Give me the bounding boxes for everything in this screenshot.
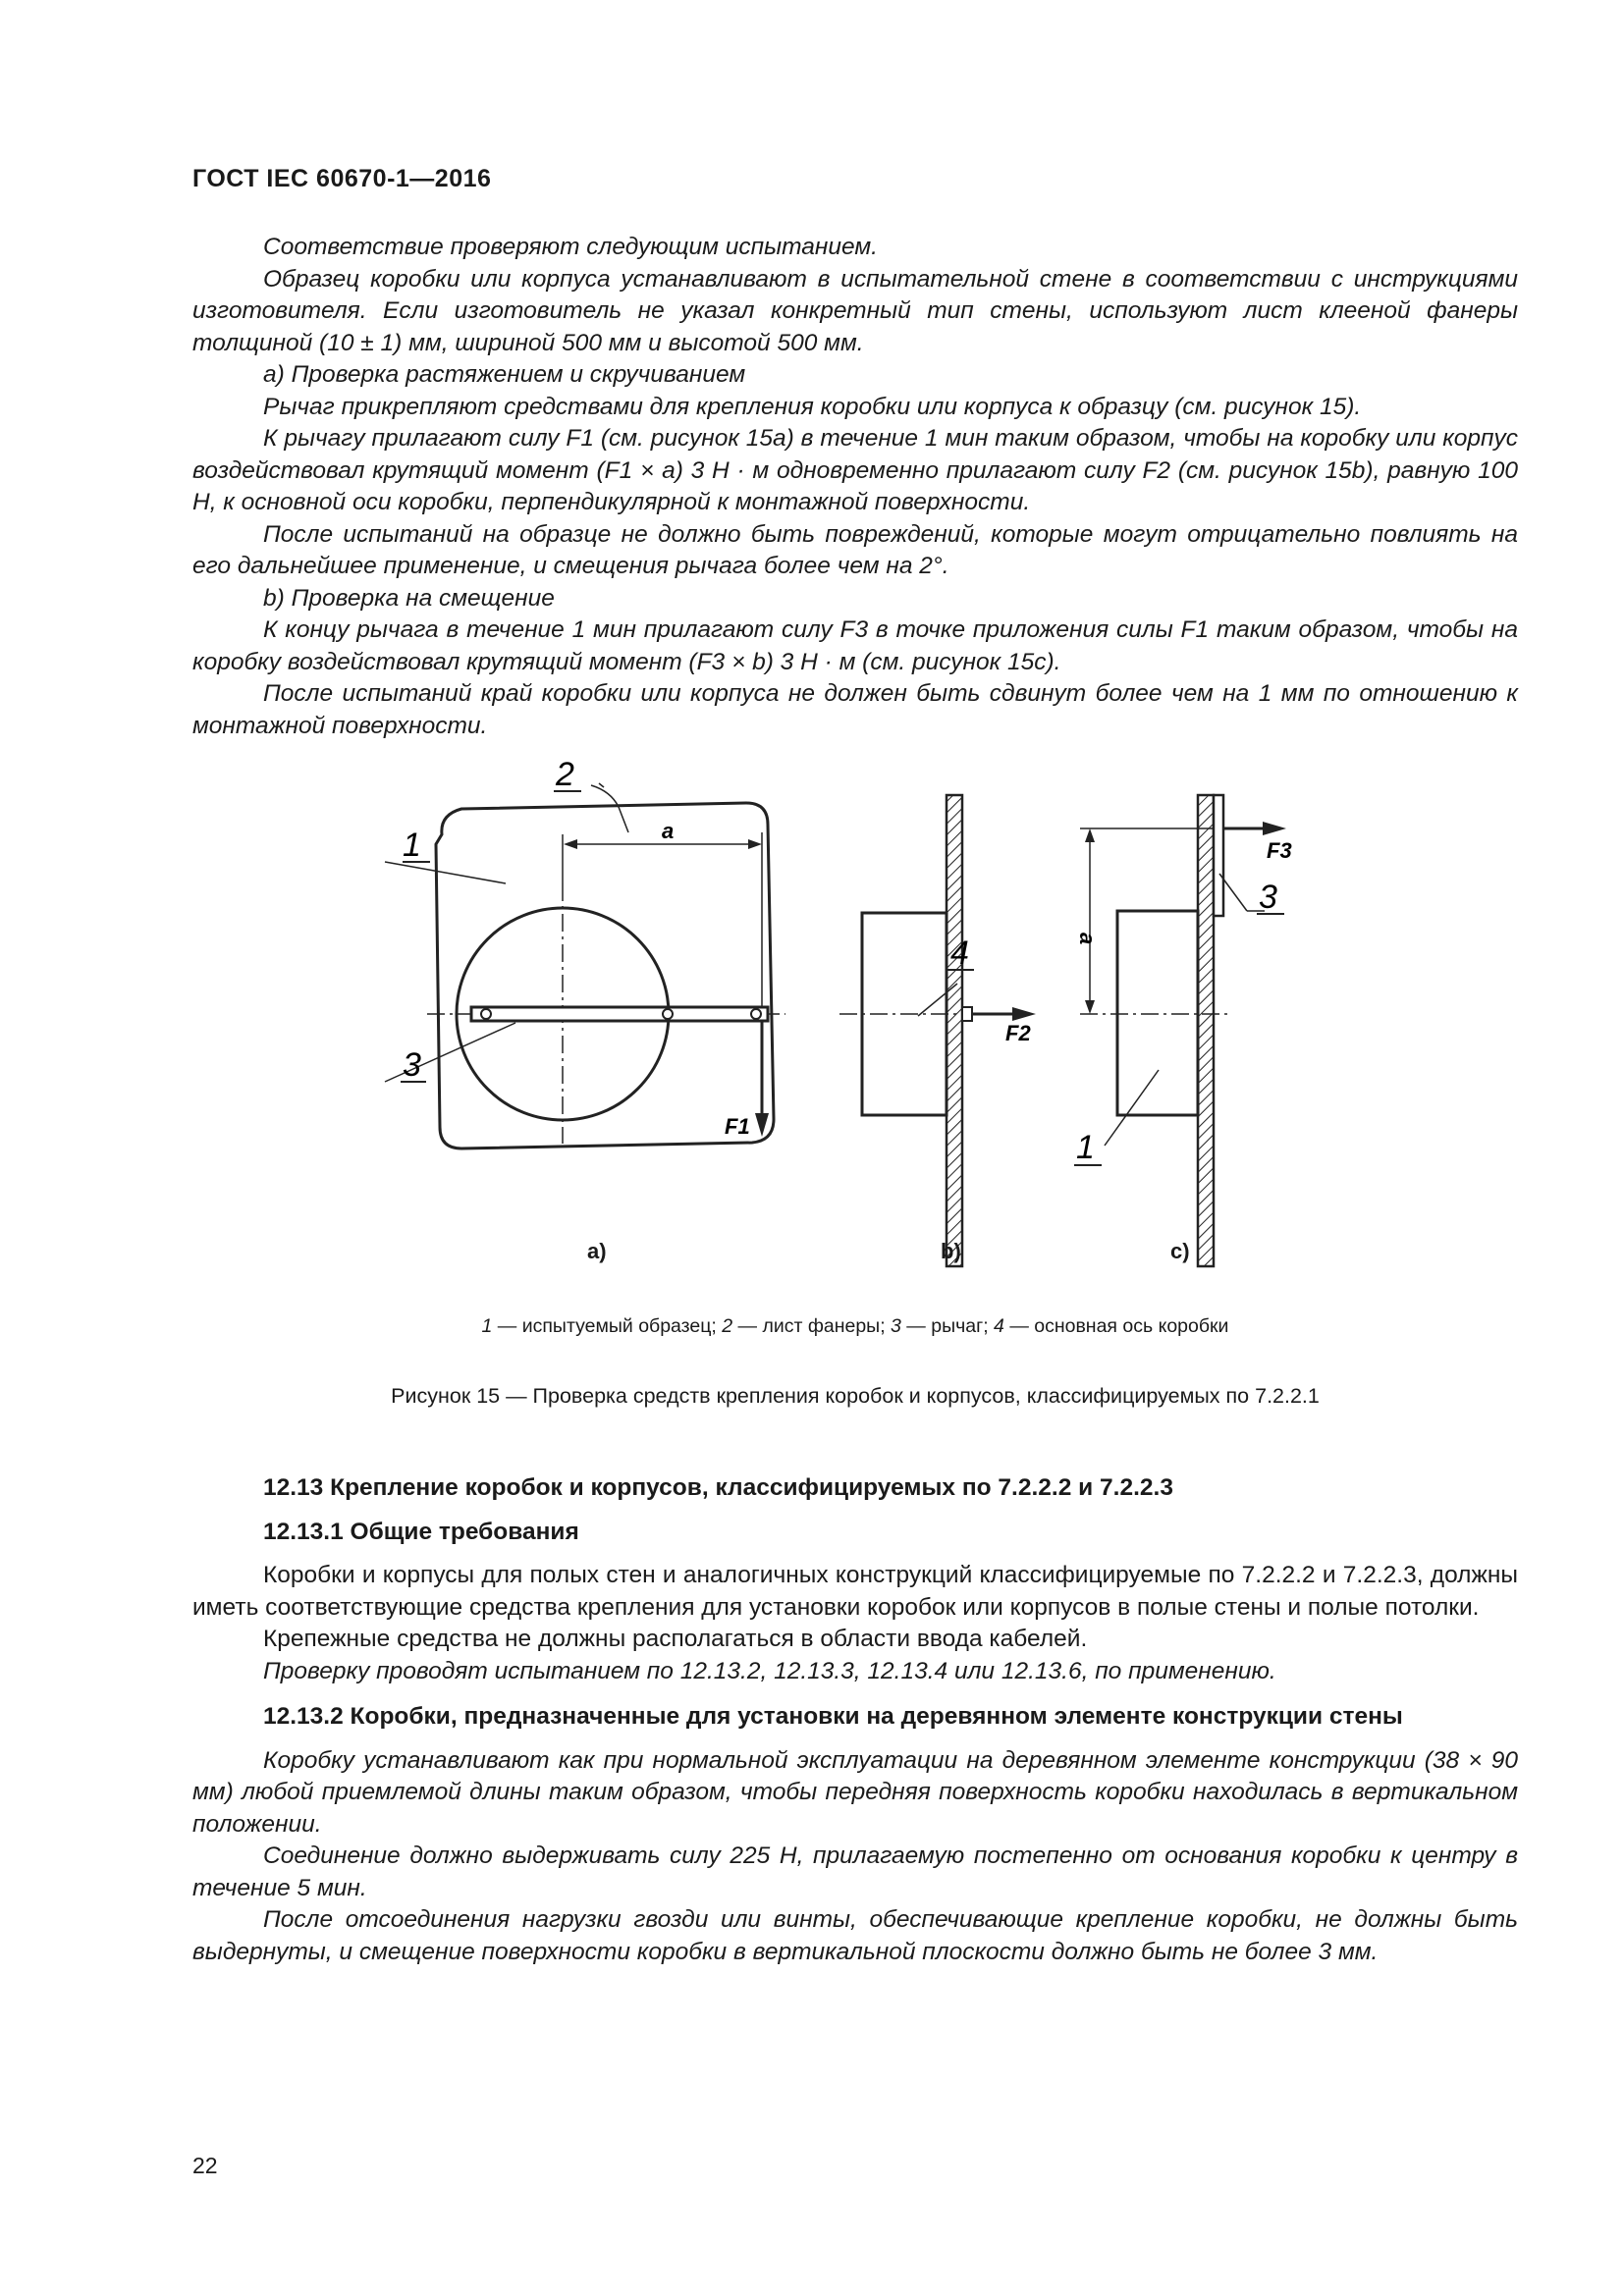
figure-drawing [324, 746, 1306, 1296]
section-heading: 12.13 Крепление коробок и корпусов, классифицируемых по 7.2.2.2 и 7.2.2.3 [263, 1474, 1173, 1501]
figure-caption: Рисунок 15 — Проверка средств крепления коробок и корпусов, классифицируемых по 7.2.2.1 [391, 1384, 1320, 1408]
legend-key: 1 [481, 1315, 493, 1337]
lever-profile [1214, 795, 1223, 916]
label-F2: F2 [1005, 1021, 1031, 1045]
plywood-sheet [436, 803, 774, 1148]
paragraph: К рычагу прилагают силу F1 (см. рисунок 15а) в течение 1 мин таким образом, чтобы на коробку или корпус воздействовал крутящий момент (F1 × a) 3 Н · м одновременно прилагают силу F2 (см. рисунок 15b), равную 100 Н, к основной оси коробки, перпендикулярной к монтажной поверхности. [192, 425, 1518, 515]
paragraph: После испытаний край коробки или корпуса не должен быть сдвинут более чем на 1 мм по отношению к монтажной поверхности. [192, 680, 1518, 739]
view-a [385, 756, 785, 1148]
paragraph: Коробки и корпусы для полых стен и аналогичных конструкций классифицируемые по 7.2.2.2 и 7.2.2.3, должны иметь соответствующие средства крепления для установки коробок или корпусов в полые стены и полые потолки. [192, 1562, 1518, 1621]
paragraph: Соединение должно выдерживать силу 225 Н, прилагаемую постепенно от основания коробки к центру в течение 5 мин. [192, 1842, 1518, 1901]
view-b [839, 795, 1036, 1266]
page-number: 22 [192, 2153, 218, 2178]
label-1: 1 [1076, 1129, 1095, 1166]
intro-text [192, 232, 1518, 742]
document-header: ГОСТ IEC 60670-1—2016 [192, 165, 492, 192]
paragraph: К концу рычага в течение 1 мин прилагают силу F3 в точке приложения силы F1 таким образом, чтобы на коробку воздействовал крутящий момент (F3 × b) 3 Н · м (см. рисунок 15с). [192, 616, 1518, 675]
legend-key: 4 [994, 1315, 1004, 1337]
paragraph: Коробку устанавливают как при нормальной эксплуатации на деревянном элементе конструкции (38 × 90 мм) любой приемлемой длины таким образом, чтобы передняя поверхность коробки находилась в вертикальном положении. [192, 1746, 1518, 1838]
label-3: 3 [403, 1046, 421, 1084]
label-a: a [1075, 933, 1100, 945]
paragraph: а) Проверка растяжением и скручиванием [263, 361, 746, 388]
box-profile [1117, 911, 1198, 1115]
paragraph: После отсоединения нагрузки гвозди или винты, обеспечивающие крепление коробки, не должны быть выдернуты, и смещение поверхности коробки в вертикальной плоскости должно быть не более 3 мм. [192, 1906, 1518, 1965]
paragraph: Соответствие проверяют следующим испытанием. [263, 234, 878, 260]
subfigure-label-c: c) [1170, 1239, 1190, 1263]
legend-key: 2 [722, 1315, 733, 1337]
subfigure-label-b: b) [941, 1239, 961, 1263]
subfigure-label-a: a) [587, 1239, 607, 1263]
label-a: a [662, 819, 675, 843]
figure-legend [192, 1315, 1518, 1338]
subsection-heading: 12.13.1 Общие требования [263, 1518, 579, 1545]
view-c [1074, 795, 1292, 1266]
subsection-heading: 12.13.2 Коробки, предназначенные для установки на деревянном элементе конструкции стены [263, 1703, 1403, 1730]
label-3: 3 [1259, 879, 1277, 916]
wall-section [947, 795, 962, 1266]
section-12-13 [192, 1472, 1518, 1968]
paragraph: b) Проверка на смещение [263, 584, 555, 612]
legend-key: 3 [891, 1315, 901, 1337]
label-F1: F1 [725, 1114, 750, 1139]
label-1: 1 [403, 827, 421, 864]
paragraph: После испытаний на образце не должно быть повреждений, которые могут отрицательно повлиять на его дальнейшее применение, и смещения рычага более чем на 2°. [192, 520, 1518, 579]
paragraph: Рычаг прикрепляют средствами для крепления коробки или корпуса к образцу (см. рисунок 15). [263, 393, 1362, 420]
lever [471, 1007, 768, 1021]
paragraph: Образец коробки или корпуса устанавливают в испытательной стене в соответствии с инструкциями изготовителя. Если изготовитель не указал конкретный тип стены, используют лист клееной фанеры толщиной (10 ± 1) мм, шириной 500 мм и высотой 500 мм. [192, 265, 1518, 356]
label-2: 2 [556, 756, 574, 793]
label-4: 4 [950, 934, 969, 972]
legend-text: — лист фанеры; [732, 1315, 892, 1337]
wall-section [1198, 795, 1214, 1266]
figure-15 [324, 746, 1306, 1296]
paragraph: Проверку проводят испытанием по 12.13.2, 12.13.3, 12.13.4 или 12.13.6, по применению. [263, 1657, 1276, 1684]
legend-text: — рычаг; [900, 1315, 995, 1337]
label-F3: F3 [1267, 838, 1292, 863]
paragraph: Крепежные средства не должны располагаться в области ввода кабелей. [263, 1626, 1088, 1652]
legend-text: — основная ось коробки [1003, 1315, 1229, 1337]
legend-text: — испытуемый образец; [492, 1315, 723, 1337]
